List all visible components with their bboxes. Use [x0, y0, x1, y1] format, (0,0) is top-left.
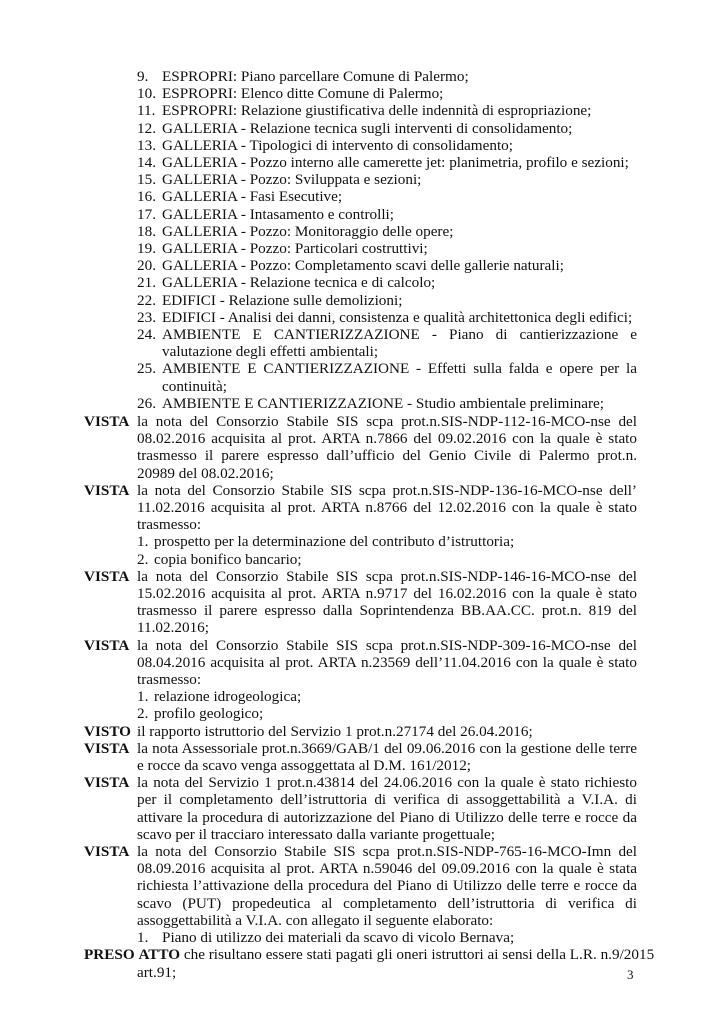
list-item-number: 14.: [137, 154, 156, 172]
list-item-number: 15.: [137, 171, 156, 189]
list-item-text: GALLERIA - Pozzo interno alle camerette jet: planimetria, profilo e sezioni;: [162, 154, 629, 172]
list-item-text: GALLERIA - Pozzo: Completamento scavi delle gallerie naturali;: [162, 257, 564, 275]
list-item: [137, 68, 637, 85]
recital-text: la nota del Consorzio Stabile SIS scpa prot.n.SIS-NDP-146-16-MCO-nse del 15.02.2016 acquisita al prot. ARTA n.9717 del 16.02.2016 con la quale è stato trasmesso il parere espresso dalla Soprintendenza BB.AA.CC. prot.n. 819 del 11.02.2016;: [137, 567, 637, 637]
list-item: [137, 102, 637, 119]
recital-keyword: VISTA: [84, 567, 130, 585]
list-item: [137, 188, 637, 205]
recital-body: [137, 723, 637, 740]
recital-section: [84, 482, 637, 568]
recital-text: la nota del Servizio 1 prot.n.43814 del 24.06.2016 con la quale è stato richiesto per il completamento dell’istruttoria di verifica di assoggettabilità a V.I.A. di attivare la procedura di autorizzazione del Piano di Utilizzo delle terre e rocce da scavo per il tracciaro interessato dalla variante progettuale;: [137, 774, 637, 843]
list-item-text: AMBIENTE E CANTIERIZZAZIONE - Studio ambientale preliminare;: [162, 394, 605, 412]
list-item-number: 16.: [137, 188, 156, 206]
list-item: [137, 223, 637, 240]
subitem-text: profilo geologico;: [154, 705, 264, 723]
preso-atto-keyword-1: PRESO: [84, 946, 135, 964]
list-item-text: EDIFICI - Relazione sulle demolizioni;: [162, 291, 403, 309]
recital-subitem: [137, 533, 637, 550]
list-item: [137, 137, 637, 154]
recital-subitem: [137, 688, 637, 705]
recital-body: [137, 568, 637, 637]
subitem-text: relazione idrogeologica;: [154, 688, 302, 706]
list-item: [137, 257, 637, 274]
page-number: 3: [627, 967, 634, 982]
list-item: [137, 120, 637, 137]
list-item-number: 13.: [137, 136, 156, 154]
list-item-number: 21.: [137, 274, 156, 292]
recital-keyword: VISTA: [84, 739, 130, 757]
recital-subitem: [137, 551, 637, 568]
subitem-number: 1.: [137, 688, 149, 706]
list-item-number: 12.: [137, 119, 156, 137]
preso-atto-section: [84, 946, 655, 964]
subitem-number: 1.: [137, 929, 149, 947]
subitem-number: 2.: [137, 705, 149, 723]
list-item-text: GALLERIA - Pozzo: Particolari costruttivi;: [162, 240, 428, 258]
list-item: [137, 274, 637, 291]
list-item: [137, 171, 637, 188]
list-item: [137, 85, 637, 102]
recital-body: [137, 843, 637, 946]
list-item-text: GALLERIA - Relazione tecnica e di calcolo;: [162, 274, 436, 292]
recital-body: [137, 413, 637, 482]
recital-keyword: VISTA: [84, 636, 130, 654]
recital-section: [84, 637, 637, 723]
preso-atto-keyword-2: ATTO: [138, 946, 181, 964]
recital-subitem: [137, 705, 637, 722]
recital-text: la nota del Consorzio Stabile SIS scpa prot.n.SIS-NDP-309-16-MCO-nse del 08.04.2016 acquisita al prot. ARTA n.23569 dell’11.04.2016 con la quale è stato trasmesso:: [137, 636, 637, 689]
recital-keyword: VISTA: [84, 413, 130, 430]
recital-keyword: VISTO: [84, 722, 131, 740]
recital-text: il rapporto istruttorio del Servizio 1 prot.n.27174 del 26.04.2016;: [137, 722, 533, 740]
recital-section: [84, 723, 637, 740]
subitem-number: 1.: [137, 533, 149, 551]
list-item: [137, 309, 637, 326]
list-item-text: GALLERIA - Tipologici di intervento di consolidamento;: [162, 136, 513, 154]
list-item: [137, 360, 637, 394]
list-item-number: 26.: [137, 394, 156, 412]
recital-keyword: VISTA: [84, 774, 130, 792]
list-item-number: 18.: [137, 222, 156, 240]
recital-subitem: [137, 929, 637, 946]
recital-keyword: VISTA: [84, 843, 130, 861]
recital-section: [84, 568, 637, 637]
list-item-number: 10.: [137, 85, 156, 103]
list-item-number: 17.: [137, 205, 156, 223]
recital-section: [84, 413, 637, 482]
list-item-text: AMBIENTE E CANTIERIZZAZIONE - Piano di cantierizzazione e valutazione degli effetti ambientali;: [162, 326, 637, 361]
recital-text: la nota del Consorzio Stabile SIS scpa prot.n.SIS-NDP-112-16-MCO-nse del 08.02.2016 acquisita al prot. ARTA n.7866 del 09.02.2016 con la quale è stato trasmesso il parere espresso dall’ufficio del Genio Civile di Palermo prot.n. 20989 del 08.02.2016;: [137, 413, 637, 482]
list-item-number: 23.: [137, 308, 156, 326]
preso-atto-text: che risultano essere stati pagati gli oneri istruttori ai sensi della L.R. n.9/2015: [183, 946, 655, 964]
considerations: [84, 413, 655, 981]
recital-body: [137, 774, 637, 843]
list-item-number: 25.: [137, 360, 156, 378]
preso-atto-text-continued: art.91;: [137, 963, 177, 981]
recital-body: [137, 482, 637, 568]
list-item: [137, 154, 637, 171]
recital-text: la nota del Consorzio Stabile SIS scpa prot.n.SIS-NDP-765-16-MCO-Imn del 08.09.2016 acquisita al prot. ARTA n.59046 del 09.09.2016 con la quale è stata richiesta l’attivazione della procedura del Piano di Utilizzo delle terre e rocce da scavo (PUT) propedeutica al completamento dell’istruttoria di verifica di assoggettabilità a V.I.A. con allegato il seguente elaborato:: [137, 843, 637, 929]
list-item-text: ESPROPRI: Relazione giustificativa delle indennità di espropriazione;: [162, 102, 592, 120]
recital-section: [84, 843, 637, 946]
list-item: [137, 206, 637, 223]
recital-keyword: VISTA: [84, 481, 130, 499]
recital-body: [137, 637, 637, 723]
list-item: [137, 240, 637, 257]
list-item-text: GALLERIA - Pozzo: Monitoraggio delle opere;: [162, 222, 454, 240]
subitem-number: 2.: [137, 550, 149, 568]
recital-body: [137, 740, 637, 774]
list-item-text: GALLERIA - Relazione tecnica sugli interventi di consolidamento;: [162, 119, 573, 137]
subitem-text: prospetto per la determinazione del contributo d’istruttoria;: [154, 533, 515, 551]
recital-text: la nota del Consorzio Stabile SIS scpa prot.n.SIS-NDP-136-16-MCO-nse dell’ 11.02.2016 acquisita al prot. ARTA n.8766 del 12.02.2016 con la quale è stato trasmesso:: [137, 481, 637, 534]
list-item-text: ESPROPRI: Elenco ditte Comune di Palermo;: [162, 85, 444, 103]
list-item-text: GALLERIA - Fasi Esecutive;: [162, 188, 343, 206]
list-item: [137, 326, 637, 360]
list-item-number: 20.: [137, 257, 156, 275]
recital-section: [84, 740, 637, 774]
list-item-text: GALLERIA - Pozzo: Sviluppata e sezioni;: [162, 171, 422, 189]
list-item-number: 24.: [137, 326, 156, 344]
subitem-text: Piano di utilizzo dei materiali da scavo di vicolo Bernava;: [162, 929, 515, 947]
list-item-number: 9.: [137, 68, 149, 85]
list-item-number: 22.: [137, 291, 156, 309]
list-item-number: 19.: [137, 240, 156, 258]
list-item-text: GALLERIA - Intasamento e controlli;: [162, 205, 394, 223]
list-item-text: ESPROPRI: Piano parcellare Comune di Palermo;: [162, 68, 469, 85]
recital-section: [84, 774, 637, 843]
list-item-number: 11.: [137, 102, 156, 120]
recital-text: la nota Assessoriale prot.n.3669/GAB/1 del 09.06.2016 con la gestione delle terre e rocce da scavo venga assoggettata al D.M. 161/2012;: [137, 739, 637, 775]
list-item: [137, 292, 637, 309]
subitem-text: copia bonifico bancario;: [154, 550, 302, 568]
list-item: [137, 395, 637, 412]
list-item-text: EDIFICI - Analisi dei danni, consistenza e qualità architettonica degli edifici;: [162, 308, 633, 326]
attachments-list: [137, 68, 637, 412]
list-item-text: AMBIENTE E CANTIERIZZAZIONE - Effetti sulla falda e opere per la continuità;: [162, 360, 637, 395]
